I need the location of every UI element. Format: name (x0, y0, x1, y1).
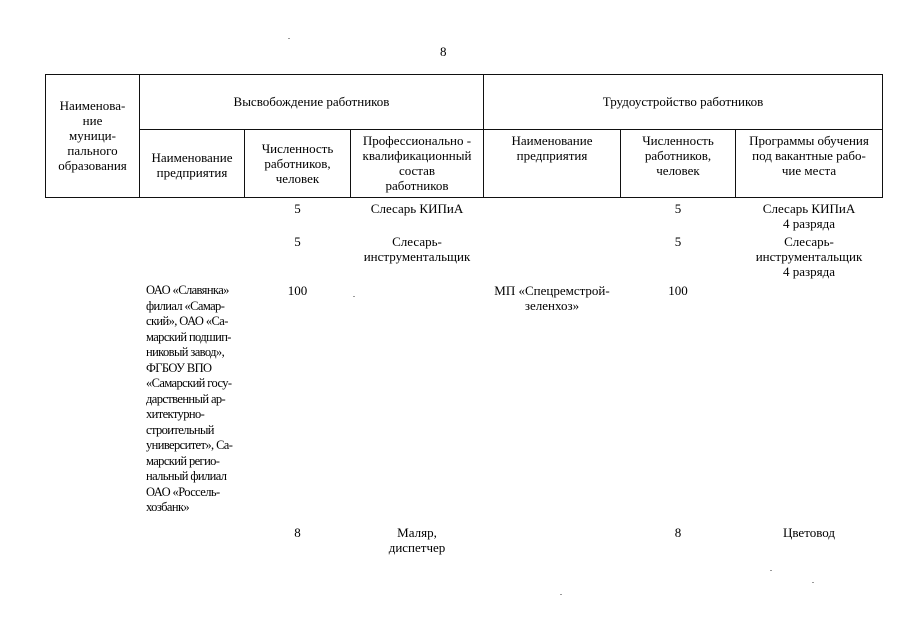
scan-speck (812, 582, 814, 583)
header-release-count: Численность работников, человек (261, 141, 334, 186)
row4-emp-count: 8 (674, 525, 682, 540)
scan-speck (353, 296, 355, 297)
row4-profession: Маляр, диспетчер (388, 525, 446, 555)
header-mid-border (139, 129, 883, 130)
row4-program: Цветовод (782, 525, 836, 540)
row1-profession: Слесарь КИПиА (370, 201, 464, 216)
row3-emp-count: 100 (668, 283, 688, 298)
row2-program: Слесарь- инструментальщик 4 разряда (755, 234, 863, 279)
row4-release-count: 8 (294, 525, 301, 540)
border-right (882, 74, 883, 198)
header-bottom-border (45, 197, 883, 198)
header-release-profession: Профессионально - квалификационный состав работников (362, 133, 472, 193)
scan-speck (770, 570, 772, 571)
row1-emp-count: 5 (674, 201, 682, 216)
scan-speck (560, 594, 562, 595)
header-municipality: Наименова- ние муници- пального образования (58, 98, 127, 173)
row3-release-count: 100 (287, 283, 308, 298)
row1-program: Слесарь КИПиА 4 разряда (762, 201, 856, 231)
header-group-employment: Трудоустройство работников (602, 94, 764, 109)
page-number: 8 (440, 44, 447, 59)
row3-release-enterprise: ОАО «Славянка» филиал «Самар- ский», ОАО «Са- марский подшип- никовый завод», ФГБОУ ВПО «Самарский госу- дарственный ар- хитектурно- строительный университет», Са- марский регио- нальный филиал ОАО «Россель- хозбанк» (146, 283, 233, 514)
header-top-border (45, 74, 883, 75)
header-emp-count: Численность работников, человек (642, 133, 714, 178)
header-emp-programs: Программы обучения под вакантные рабо- чие места (749, 133, 869, 178)
row2-emp-count: 5 (674, 234, 682, 249)
header-group-release: Высвобождение работников (233, 94, 390, 109)
header-emp-enterprise: Наименование предприятия (511, 133, 593, 163)
row2-release-count: 5 (294, 234, 301, 249)
row2-profession: Слесарь- инструментальщик (363, 234, 471, 264)
row3-emp-enterprise: МП «Спецремстрой- зеленхоз» (494, 283, 610, 313)
header-release-enterprise: Наименование предприятия (151, 150, 233, 180)
row1-release-count: 5 (294, 201, 301, 216)
scan-speck (288, 38, 290, 39)
